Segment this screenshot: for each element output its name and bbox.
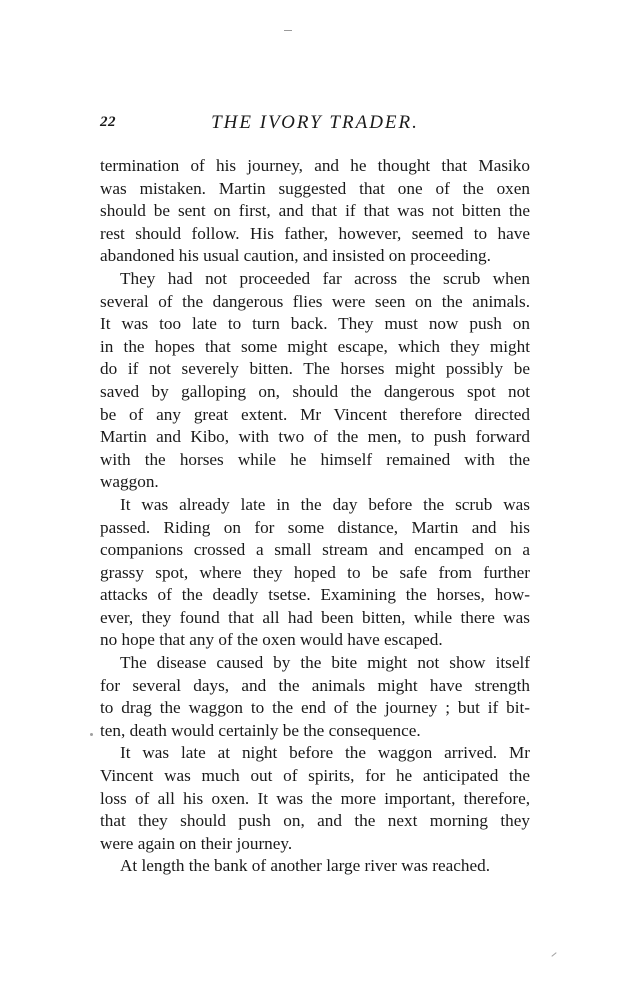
paragraph-start-line: It was late at night before the waggon arrived. Mr bbox=[120, 743, 530, 763]
text-line: with the horses while he himself remained with the bbox=[100, 449, 530, 469]
text-line: passed. Riding on for some distance, Martin and his bbox=[100, 517, 530, 537]
text-line: abandoned his usual caution, and insisted on proceeding. bbox=[100, 246, 491, 266]
top-speck bbox=[284, 30, 292, 31]
text-line: saved by galloping on, should the dangerous spot not bbox=[100, 381, 530, 401]
text-line: termination of his journey, and he thought that Masiko bbox=[100, 156, 530, 175]
bottom-speck bbox=[551, 952, 556, 957]
text-line: no hope that any of the oxen would have escaped. bbox=[100, 630, 443, 650]
text-line: was mistaken. Martin suggested that one of the oxen bbox=[100, 178, 530, 198]
paragraph-start-line: The disease caused by the bite might not show itself bbox=[120, 653, 530, 673]
margin-speck bbox=[90, 733, 93, 736]
text-line: grassy spot, where they hoped to be safe from further bbox=[100, 562, 530, 582]
page-header bbox=[100, 112, 530, 138]
paragraph-start-line: It was already late in the day before the scrub was bbox=[120, 494, 530, 514]
text-line: for several days, and the animals might have strength bbox=[100, 675, 530, 695]
paragraph-start-line: They had not proceeded far across the scrub when bbox=[120, 268, 530, 288]
text-line: should be sent on first, and that if that was not bitten the bbox=[100, 201, 530, 221]
text-line: It was too late to turn back. They must now push on bbox=[100, 314, 530, 334]
text-line: were again on their journey. bbox=[100, 833, 293, 853]
text-line: that they should push on, and the next morning they bbox=[100, 811, 530, 831]
text-line: loss of all his oxen. It was the more important, therefore, bbox=[100, 788, 530, 808]
text-line: rest should follow. His father, however, seemed to have bbox=[100, 223, 530, 243]
text-line: Vincent was much out of spirits, for he anticipated the bbox=[100, 766, 530, 786]
running-title: THE IVORY TRADER. bbox=[211, 112, 419, 133]
text-line: in the hopes that some might escape, which they might bbox=[100, 336, 530, 356]
body-text bbox=[100, 155, 530, 878]
page-number: 22 bbox=[100, 114, 116, 130]
text-line: several of the dangerous flies were seen on the animals. bbox=[100, 291, 530, 311]
text-line: ten, death would certainly be the consequence. bbox=[100, 720, 421, 740]
text-line: companions crossed a small stream and encamped on a bbox=[100, 540, 530, 560]
text-line: be of any great extent. Mr Vincent therefore directed bbox=[100, 404, 530, 424]
text-line: to drag the waggon to the end of the journey ; but if bit- bbox=[100, 698, 530, 718]
text-line: ever, they found that all had been bitten, while there was bbox=[100, 607, 530, 627]
paragraph-start-line: At length the bank of another large river was reached. bbox=[120, 856, 491, 876]
text-line: Martin and Kibo, with two of the men, to push forward bbox=[100, 427, 530, 447]
text-line: waggon. bbox=[100, 472, 159, 492]
text-line: do if not severely bitten. The horses might possibly be bbox=[100, 359, 530, 379]
text-line: attacks of the deadly tsetse. Examining the horses, how- bbox=[100, 585, 530, 605]
